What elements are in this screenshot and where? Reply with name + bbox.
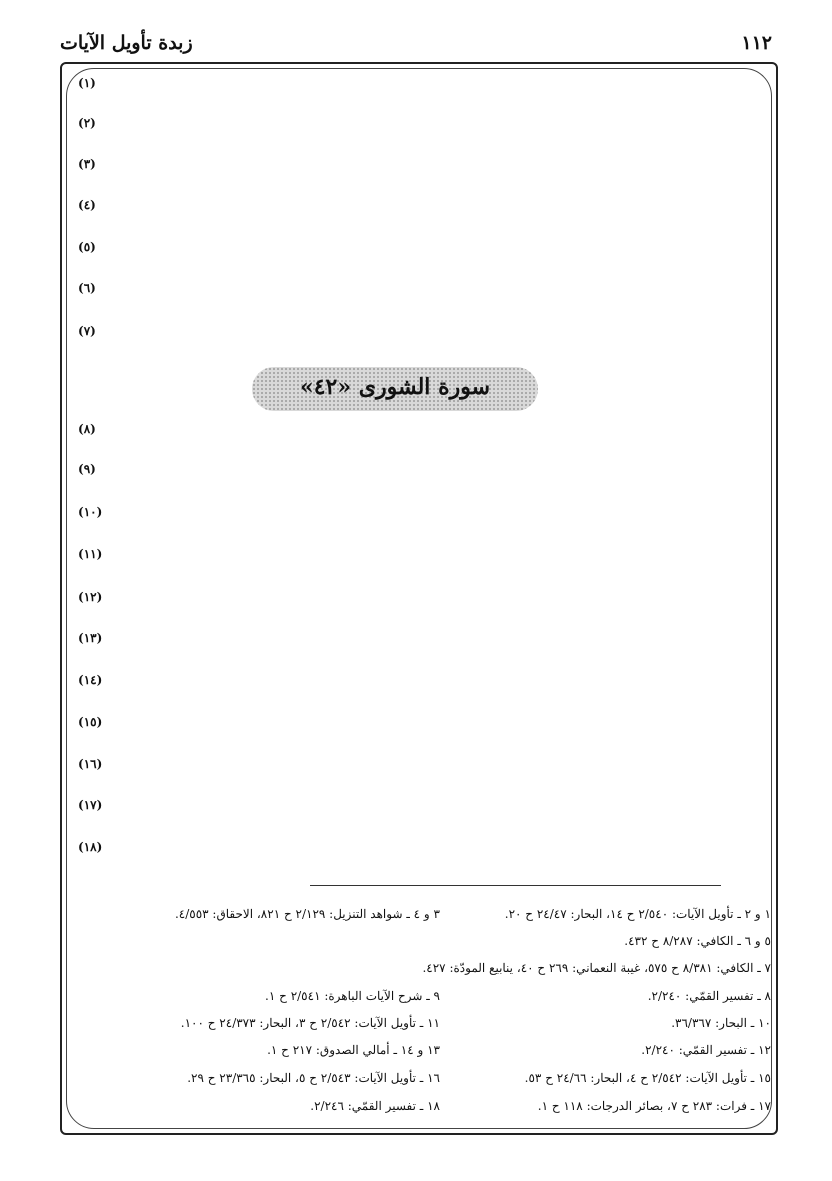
footnote: ١٥ ـ تأويل الآيات: ٢/٥٤٢ ح ٤، البحار: ٢٤/٦٦ ح ٥٣. <box>524 1071 771 1085</box>
reference-number: (١٠) <box>78 505 103 519</box>
footnote: ١٨ ـ تفسير القمّي: ٢/٢٤٦. <box>310 1099 440 1113</box>
footnote: ٨ ـ تفسير القمّي: ٢/٢٤٠. <box>647 989 771 1003</box>
footnote: ٣ و ٤ ـ شواهد التنزيل: ٢/١٢٩ ح ٨٢١، الاحقاق: ٤/٥٥٣. <box>174 907 440 921</box>
footnote: ١٧ ـ فرات: ٢٨٣ ح ٧، بصائر الدرجات: ١١٨ ح ١. <box>537 1099 771 1113</box>
reference-number: (١٢) <box>78 590 103 604</box>
footnote: ١١ ـ تأويل الآيات: ٢/٥٤٢ ح ٣، البحار: ٢٤/٣٧٣ ح ١٠٠. <box>180 1016 440 1030</box>
reference-number: (١١) <box>78 547 103 561</box>
page-header <box>60 30 772 58</box>
page-number: ١١٢ <box>741 32 772 54</box>
reference-number: (١) <box>78 76 96 90</box>
footnote: ٥ و ٦ ـ الكافي: ٨/٢٨٧ ح ٤٣٢. <box>624 934 771 948</box>
surah-title-banner <box>252 367 538 411</box>
book-title: زبدة تأويل الآيات <box>60 32 193 54</box>
footnote: ١ و ٢ ـ تأويل الآيات: ٢/٥٤٠ ح ١٤، البحار: ٢٤/٤٧ ح ٢٠. <box>504 907 771 921</box>
surah-title: سورة الشورى «٤٢» <box>299 374 491 400</box>
reference-number: (١٦) <box>78 757 103 771</box>
reference-number: (١٨) <box>78 840 103 854</box>
reference-number: (٥) <box>78 240 96 254</box>
footnote: ١٦ ـ تأويل الآيات: ٢/٥٤٣ ح ٥، البحار: ٢٣/٣٦٥ ح ٢٩. <box>187 1071 440 1085</box>
reference-number: (٨) <box>78 422 96 436</box>
reference-number: (١٤) <box>78 673 103 687</box>
footnote: ٧ ـ الكافي: ٨/٣٨١ ح ٥٧٥، غيبة النعماني: ٢٦٩ ح ٤٠، ينابيع المودّة: ٤٢٧. <box>422 961 771 975</box>
footnote: ١٢ ـ تفسير القمّي: ٢/٢٤٠. <box>641 1043 771 1057</box>
reference-number: (٦) <box>78 281 96 295</box>
footnote: ١٠ ـ البحار: ٣٦/٣٦٧. <box>671 1016 771 1030</box>
reference-number: (٣) <box>78 157 96 171</box>
reference-number: (٧) <box>78 324 96 338</box>
footnote: ١٣ و ١٤ ـ أمالي الصدوق: ٢١٧ ح ١. <box>267 1043 440 1057</box>
reference-number: (٤) <box>78 198 96 212</box>
reference-number: (٢) <box>78 116 96 130</box>
reference-number: (١٥) <box>78 715 103 729</box>
footnote-separator <box>310 885 721 886</box>
footnote: ٩ ـ شرح الآيات الباهرة: ٢/٥٤١ ح ١. <box>265 989 440 1003</box>
reference-number: (١٣) <box>78 631 103 645</box>
reference-number: (١٧) <box>78 798 103 812</box>
reference-number: (٩) <box>78 462 96 476</box>
